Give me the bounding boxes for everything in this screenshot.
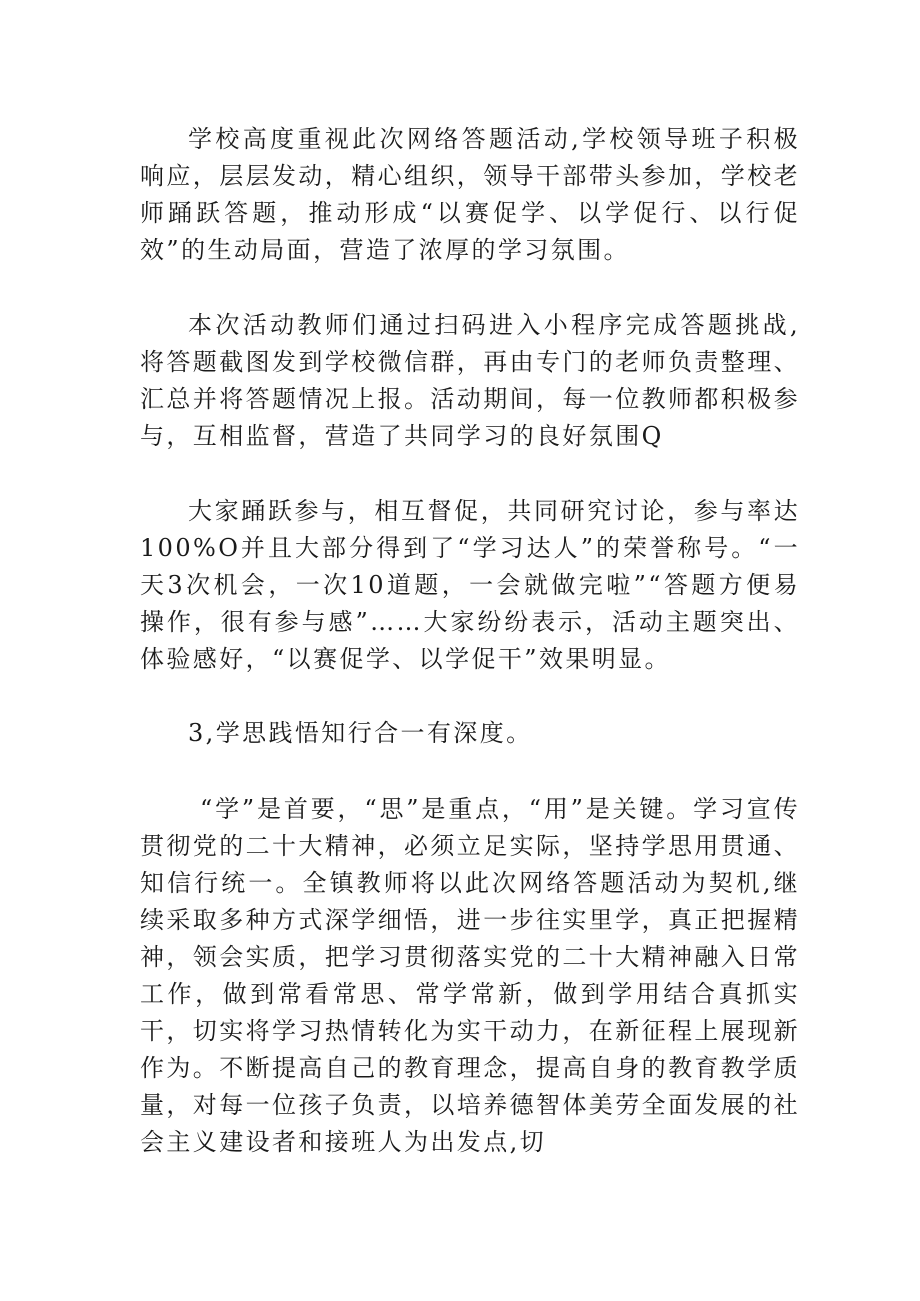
section-heading: 3,学思践悟知行合一有深度。: [188, 719, 533, 747]
paragraph-activity-overview: 学校高度重视此次网络答题活动,学校领导班子积极响应，层层发动，精心组织，领导干部带头参加，学校老师踊跃答题，推动形成“以赛促学、以学促行、以行促效”的生动局面，营造了浓厚的学习氛围。: [140, 125, 800, 264]
paragraph-learning-depth: “学”是首要，“思”是重点，“用”是关键。学习宣传贯彻党的二十大精神，必须立足实际，坚持学思用贯通、知信行统一。全镇教师将以此次网络答题活动为契机,继续采取多种方式深学细悟，进一步往实里学，真正把握精神，领会实质，把学习贯彻落实党的二十大精神融入日常工作，做到常看常思、常学常新，做到学用结合真抓实干，切实将学习热情转化为实干动力，在新征程上展现新作为。不断提高自己的教育理念，提高自身的教育教学质量，对每一位孩子负责，以培养德智体美劳全面发展的社会主义建设者和接班人为出发点,切: [140, 795, 800, 1156]
paragraph-activity-process: 本次活动教师们通过扫码进入小程序完成答题挑战,将答题截图发到学校微信群，再由专门的老师负责整理、汇总并将答题情况上报。活动期间，每一位教师都积极参与，互相监督，营造了共同学习的良好氛围Q: [140, 311, 800, 450]
paragraph-participation: 大家踊跃参与，相互督促，共同研究讨论，参与率达100%O并且大部分得到了“学习达人”的荣誉称号。“一天3次机会，一次10道题，一会就做完啦”“答题方便易操作，很有参与感”……大家纷纷表示，活动主题突出、体验感好，“以赛促学、以学促干”效果明显。: [140, 497, 800, 673]
